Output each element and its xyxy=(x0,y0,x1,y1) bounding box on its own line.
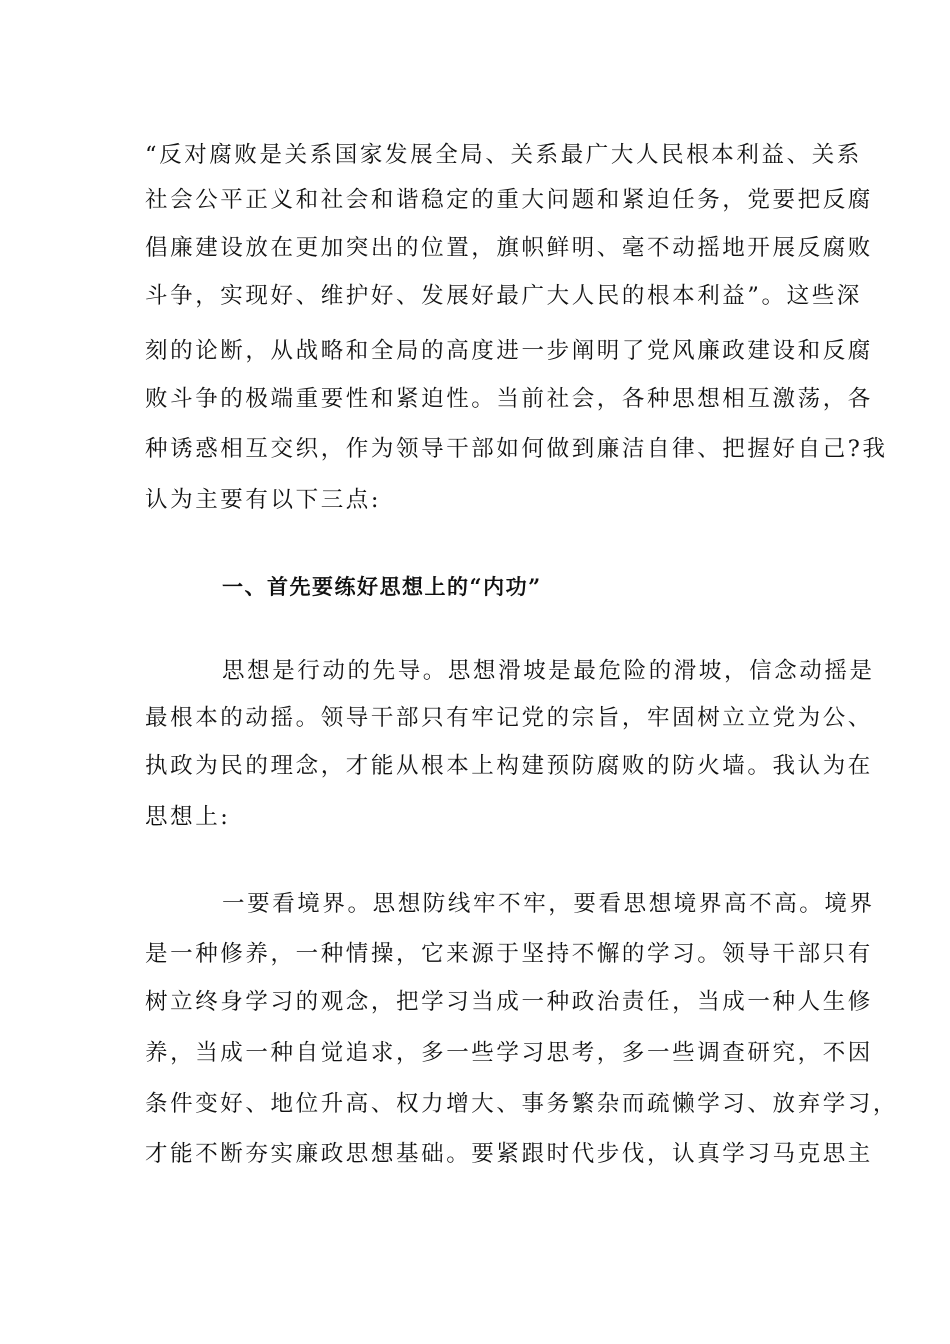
text-line: 思想是行动的先导。思想滑坡是最危险的滑坡，信念动摇是 xyxy=(222,658,875,684)
text-line: 最根本的动摇。领导干部只有牢记党的宗旨，牢固树立立党为公、 xyxy=(145,705,873,731)
text-line: 刻的论断，从战略和全局的高度进一步阐明了党风廉政建设和反腐 xyxy=(145,338,873,364)
text-line: 一要看境界。思想防线牢不牢，要看思想境界高不高。境界 xyxy=(222,891,875,917)
text-line: 执政为民的理念，才能从根本上构建预防腐败的防火墙。我认为在 xyxy=(145,753,873,779)
text-line: 思想上: xyxy=(145,804,231,830)
text-line: 养，当成一种自觉追求，多一些学习思考，多一些调查研究，不因 xyxy=(145,1040,873,1066)
text-line: 种诱惑相互交织，作为领导干部如何做到廉洁自律、把握好自己?我 xyxy=(145,436,888,462)
text-line: 是一种修养，一种情操，它来源于坚持不懈的学习。领导干部只有 xyxy=(145,941,873,967)
text-line: 树立终身学习的观念，把学习当成一种政治责任，当成一种人生修 xyxy=(145,989,873,1015)
text-line: 社会公平正义和社会和谐稳定的重大问题和紧迫任务，党要把反腐 xyxy=(145,187,873,213)
text-line: 败斗争的极端重要性和紧迫性。当前社会，各种思想相互激荡，各 xyxy=(145,386,873,412)
text-line: 斗争，实现好、维护好、发展好最广大人民的根本利益”。这些深 xyxy=(145,283,862,309)
text-line: 条件变好、地位升高、权力增大、事务繁杂而疏懒学习、放弃学习， xyxy=(145,1091,899,1117)
text-line: 才能不断夯实廉政思想基础。要紧跟时代步伐，认真学习马克思主 xyxy=(145,1141,873,1167)
text-line: “反对腐败是关系国家发展全局、关系最广大人民根本利益、关系 xyxy=(145,142,862,168)
section-heading: 一、首先要练好思想上的“内功” xyxy=(222,574,542,599)
text-line: 倡廉建设放在更加突出的位置，旗帜鲜明、毫不动摇地开展反腐败 xyxy=(145,235,873,261)
text-line: 认为主要有以下三点: xyxy=(145,487,382,513)
